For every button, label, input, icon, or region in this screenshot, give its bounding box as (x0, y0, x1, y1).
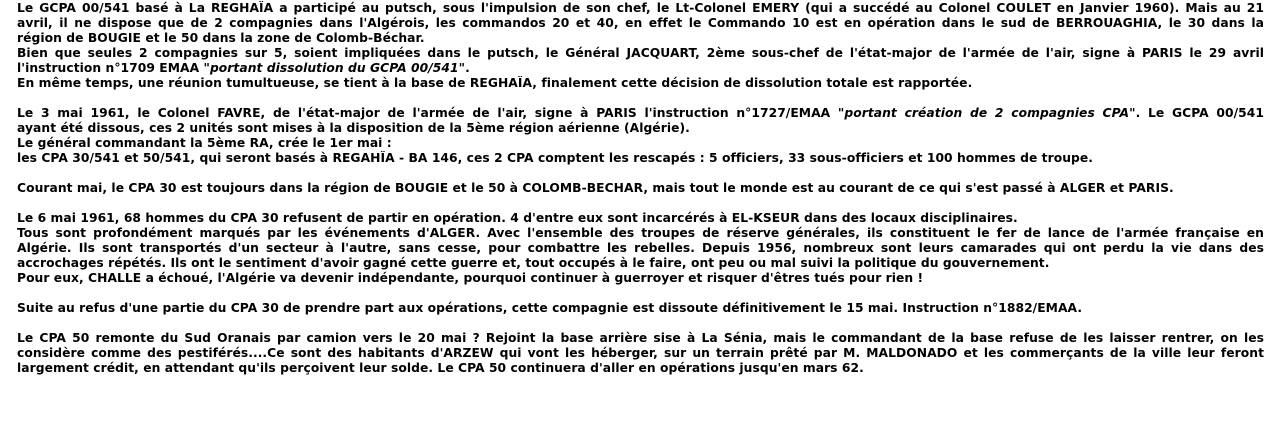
text-segment: Le GCPA 00/541 basé à La REGHAÏA a participé au putsch, sous l'impulsion de son chef, le Lt-Colonel EMERY (qui a succédé au Colonel COULET en Janvier 1960). Mais au 21 (17, 1, 1264, 15)
text-segment: considère comme des pestiférés....Ce sont des habitants d'ARZEW qui vont les héberger, sur un terrain prêté par M. MALDONADO et les commerçants de la ville leur feront (17, 346, 1264, 360)
text-line (17, 331, 1264, 346)
italic-quote-text: portant création de 2 compagnies CPA (844, 106, 1130, 120)
text-segment: Le CPA 50 remonte du Sud Oranais par camion vers le 20 mai ? Rejoint la base arrière sise à La Sénia, mais le commandant de la base refuse de les laisser rentrer, on les (17, 331, 1264, 345)
text-line (17, 1, 1264, 16)
text-segment: Le 3 mai 1961, le Colonel FAVRE, de l'état-major de l'armée de l'air, signe à PARIS l'instruction n°1727/EMAA " (17, 106, 845, 120)
text-line (17, 211, 1264, 226)
text-line (17, 136, 1264, 151)
text-line (17, 301, 1264, 316)
text-segment: Courant mai, le CPA 30 est toujours dans la région de BOUGIE et le 50 à COLOMB-BECHAR, mais tout le monde est au courant de ce qui s'est passé à ALGER et PARIS. (17, 181, 1174, 195)
text-line (17, 226, 1264, 241)
text-segment: Le général commandant la 5ème RA, crée le 1er mai : (17, 136, 392, 150)
text-segment: Pour eux, CHALLE a échoué, l'Algérie va devenir indépendante, pourquoi continuer à guerroyer et risquer d'êtres tués pour rien ! (17, 271, 924, 285)
italic-quote-text: portant dissolution du GCPA 00/541 (209, 61, 459, 75)
text-segment: Suite au refus d'une partie du CPA 30 de prendre part aux opérations, cette compagnie est dissoute définitivement le 15 mai. Instruction n°1882/EMAA. (17, 301, 1083, 315)
text-segment: ". Le GCPA 00/541 (1129, 106, 1264, 120)
paragraph (17, 211, 1264, 286)
text-line (17, 76, 1264, 91)
text-segment: les CPA 30/541 et 50/541, qui seront basés à REGAHÏA - BA 146, ces 2 CPA comptent les rescapés : 5 officiers, 33 sous-officiers et 100 hommes de troupe. (17, 151, 1093, 165)
text-line (17, 16, 1264, 31)
paragraph (17, 1, 1264, 91)
text-line (17, 346, 1264, 361)
text-segment: ". (458, 61, 470, 75)
text-segment: avril, il ne dispose que de 2 compagnies dans l'Algérois, les commandos 20 et 40, en effet le Commando 10 est en opération dans le sud de BERROUAGHIA, le 30 dans la (17, 16, 1264, 30)
paragraph (17, 331, 1264, 376)
text-line (17, 61, 1264, 76)
text-segment: largement crédit, en attendant qu'ils perçoivent leur solde. Le CPA 50 continuera d'aller en opérations jusqu'en mars 62. (17, 361, 864, 375)
text-segment: région de BOUGIE et le 50 dans la zone de Colomb-Béchar. (17, 31, 425, 45)
text-line (17, 46, 1264, 61)
text-line (17, 121, 1264, 136)
text-line (17, 361, 1264, 376)
text-line (17, 256, 1264, 271)
text-line (17, 151, 1264, 166)
text-segment: accrochages répétés. Ils ont le sentiment d'avoir gagné cette guerre et, tout occupés à le faire, ont peu ou mal suivi la politique du gouvernement. (17, 256, 1050, 270)
text-segment: ayant été dissous, ces 2 unités sont mises à la disposition de la 5ème région aérienne (Algérie). (17, 121, 690, 135)
text-line (17, 181, 1264, 196)
text-line (17, 271, 1264, 286)
text-segment: En même temps, une réunion tumultueuse, se tient à la base de REGHAÏA, finalement cette décision de dissolution totale est rapportée. (17, 76, 973, 90)
text-segment: l'instruction n°1709 EMAA " (17, 61, 210, 75)
paragraph (17, 181, 1264, 196)
text-segment: Algérie. Ils sont transportés d'un secteur à l'autre, sans cesse, pour combattre les rebelles. Depuis 1956, nombreux sont leurs camarades qui ont perdu la vie dans des (17, 241, 1264, 255)
text-segment: Tous sont profondément marqués par les événements d'ALGER. Avec l'ensemble des troupes de réserve générales, ils constituent le fer de lance de l'armée française en (17, 226, 1264, 240)
text-segment: Bien que seules 2 compagnies sur 5, soient impliquées dans le putsch, le Général JACQUART, 2ème sous-chef de l'état-major de l'armée de l'air, signe à PARIS le 29 avril (17, 46, 1264, 60)
text-line (17, 241, 1264, 256)
paragraph (17, 301, 1264, 316)
text-line (17, 106, 1264, 121)
text-line (17, 31, 1264, 46)
paragraph (17, 106, 1264, 166)
text-segment: Le 6 mai 1961, 68 hommes du CPA 30 refusent de partir en opération. 4 d'entre eux sont incarcérés à EL-KSEUR dans des locaux disciplinaires. (17, 211, 1018, 225)
